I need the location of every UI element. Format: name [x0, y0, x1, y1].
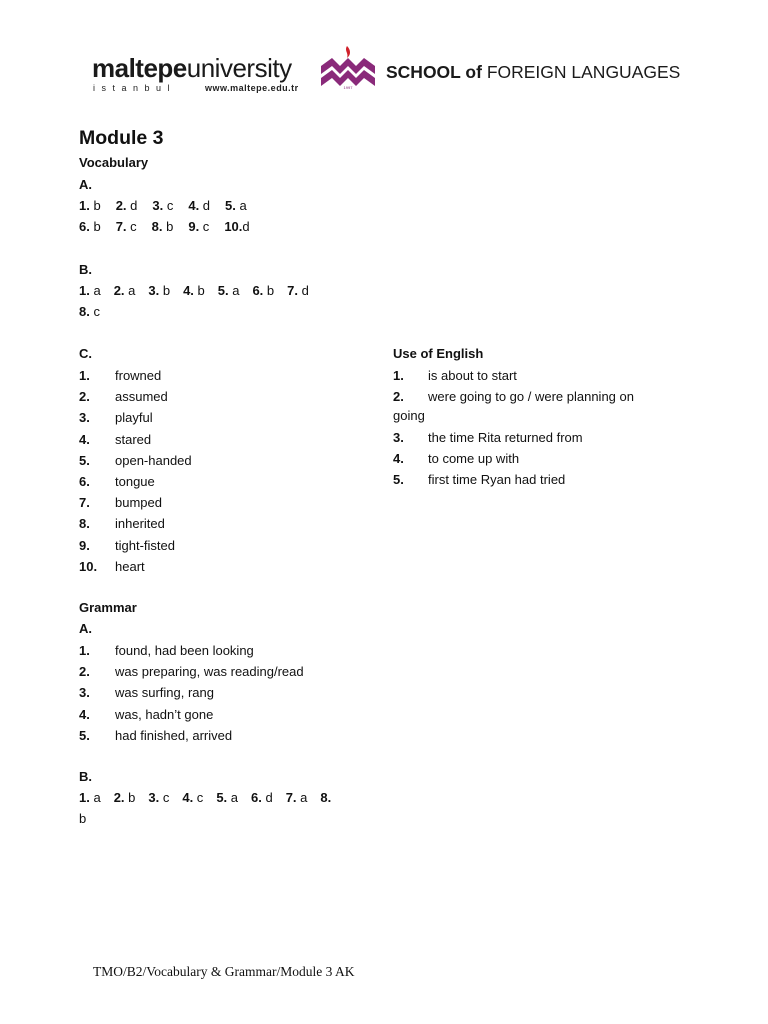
logo-light: university [186, 53, 292, 83]
answer-letter: a [227, 790, 238, 805]
answer-number: 10. [224, 219, 243, 234]
answer-item [148, 283, 170, 298]
vocab-b-row2 [79, 304, 100, 319]
answer-letter: b [159, 283, 171, 298]
answer-letter: d [126, 198, 138, 213]
answer-letter: b [124, 790, 136, 805]
grammar-a-item-text: had finished, arrived [115, 727, 233, 743]
grammar-a-item-text: was surfing, rang [115, 685, 214, 701]
answer-letter: c [89, 304, 100, 319]
answer-item [252, 283, 274, 298]
use-of-english-item-number: 2. [393, 389, 404, 405]
vocab-c-item-number: 9. [79, 537, 90, 553]
logo-city: istanbul [93, 83, 177, 93]
answer-number: 5. [217, 283, 229, 298]
use-of-english-item-number: 1. [393, 368, 404, 383]
vocab-b-row1 [79, 283, 309, 298]
answer-item [224, 219, 249, 234]
answer-item [116, 198, 138, 213]
vocab-c-item-text: inherited [115, 516, 165, 532]
answer-item [286, 790, 308, 805]
vocab-c-item-text: playful [115, 410, 153, 426]
answer-number: 7. [287, 283, 298, 298]
answer-item [287, 283, 309, 298]
answer-letter: d [261, 790, 273, 805]
answer-item [79, 219, 101, 234]
vocab-c-item-text: open-handed [115, 452, 192, 468]
logo-url: www.maltepe.edu.tr [205, 83, 299, 93]
answer-number: 4. [183, 283, 194, 298]
logo-bold: maltepe [92, 53, 187, 83]
vocabulary-heading: Vocabulary [79, 155, 149, 170]
answer-item [152, 198, 173, 213]
use-of-english-item-number: 4. [393, 450, 404, 466]
vocab-c-item-text: frowned [115, 368, 162, 383]
answer-number: 2. [115, 198, 127, 213]
answer-number: 4. [188, 198, 200, 213]
answer-number: 8. [320, 790, 332, 805]
use-of-english-item-text: to come up with [428, 450, 520, 466]
vocab-c-item-text: tongue [115, 474, 155, 489]
grammar-b-row2: b [79, 811, 87, 826]
answer-letter: b [89, 198, 101, 213]
vocab-c-item-number: 8. [79, 516, 90, 532]
page-title: Module 3 [79, 127, 164, 149]
answer-letter: c [126, 219, 137, 234]
vocab-b-label: B. [79, 262, 92, 277]
answer-item [114, 790, 136, 805]
grammar-a-item-number: 2. [79, 664, 90, 680]
vocab-c-item-number: 7. [79, 495, 90, 511]
vocab-a-label: A. [79, 177, 92, 192]
answer-number: 5. [216, 790, 228, 805]
use-of-english-item-text-continued: going [393, 408, 425, 424]
answer-item [114, 283, 136, 298]
use-of-english-heading: Use of English [393, 346, 484, 361]
answer-number: 8. [79, 304, 90, 319]
answer-letter: d [297, 283, 309, 298]
answer-letter: b [89, 219, 101, 234]
answer-number: 2. [113, 790, 125, 805]
answer-item [152, 219, 174, 234]
vocab-c-item-text: tight-fisted [115, 537, 175, 553]
answer-letter: b [193, 283, 205, 298]
vocab-c-item-text: heart [115, 558, 145, 574]
grammar-a-item-text: was preparing, was reading/read [115, 664, 304, 680]
answer-letter: b [162, 219, 174, 234]
answer-number: 9. [188, 219, 200, 234]
answer-item [116, 219, 137, 234]
answer-number: 5. [225, 198, 236, 213]
answer-number: 3. [148, 790, 160, 805]
answer-letter: a [235, 198, 247, 213]
answer-item [182, 790, 203, 805]
vocab-c-item-number: 3. [79, 410, 90, 426]
answer-number: 6. [252, 283, 264, 298]
answer-letter: a [296, 790, 308, 805]
grammar-heading: Grammar [79, 600, 137, 615]
grammar-a-item-number: 5. [79, 727, 90, 743]
vocab-a-row2 [79, 219, 250, 234]
answer-number: 6. [79, 219, 90, 234]
answer-item [79, 198, 101, 213]
answer-letter: c [193, 790, 204, 805]
vocab-c-item-text: assumed [115, 389, 168, 405]
answer-item [188, 198, 210, 213]
answer-letter: d [199, 198, 211, 213]
answer-number: 8. [151, 219, 163, 234]
answer-letter: a [89, 790, 101, 805]
use-of-english-item-number: 3. [393, 429, 404, 445]
grammar-b-label: B. [79, 769, 92, 784]
answer-number: 6. [251, 790, 262, 805]
school-name: SCHOOL of FOREIGN LANGUAGES [386, 62, 681, 82]
vocab-c-item-number: 6. [79, 474, 90, 489]
vocab-c-item-text: stared [115, 431, 152, 447]
vocab-c-item-number: 4. [79, 431, 90, 447]
answer-number: 1. [79, 283, 90, 298]
use-of-english-item-number: 5. [393, 472, 404, 487]
answer-letter: c [159, 790, 170, 805]
answer-letter: b [263, 283, 275, 298]
grammar-a-item-text: found, had been looking [115, 643, 254, 658]
answer-item [79, 790, 101, 805]
answer-number: 7. [115, 219, 127, 234]
answer-item [148, 790, 169, 805]
answer-letter: a [124, 283, 136, 298]
vocab-c-item-number: 5. [79, 452, 90, 468]
answer-number: 3. [152, 198, 164, 213]
answer-item [216, 790, 238, 805]
answer-number: 1. [79, 790, 90, 805]
answer-number: 7. [285, 790, 297, 805]
vocab-c-label: C. [79, 346, 92, 361]
university-logo-text [92, 52, 292, 84]
grammar-a-item-number: 3. [79, 685, 90, 701]
grammar-b-row1 [79, 790, 331, 805]
answer-item [188, 219, 209, 234]
vocab-c-item-number: 10. [79, 558, 98, 574]
answer-item [183, 283, 205, 298]
answer-number: 3. [148, 283, 160, 298]
grammar-a-item-text: was, hadn’t gone [115, 706, 214, 722]
answer-item [218, 283, 240, 298]
answer-item [79, 283, 101, 298]
grammar-a-item-number: 4. [79, 706, 90, 722]
emblem-year: 1997 [343, 85, 353, 90]
vocab-a-row1 [79, 198, 247, 213]
use-of-english-item-text: first time Ryan had tried [428, 472, 566, 487]
grammar-a-label: A. [79, 621, 92, 636]
answer-number: 1. [79, 198, 90, 213]
answer-letter: c [163, 198, 174, 213]
use-of-english-item-text: the time Rita returned from [428, 429, 583, 445]
answer-item [251, 790, 273, 805]
answer-letter: a [228, 283, 240, 298]
use-of-english-item-text: is about to start [428, 368, 517, 383]
vocab-c-item-number: 1. [79, 368, 90, 383]
answer-number: 2. [113, 283, 125, 298]
school-emblem-icon [318, 44, 378, 90]
answer-item [225, 198, 247, 213]
answer-number: 4. [182, 790, 194, 805]
use-of-english-item-text: were going to go / were planning on [428, 389, 634, 405]
answer-item [79, 304, 100, 319]
answer-letter: c [199, 219, 210, 234]
vocab-c-item-text: bumped [115, 495, 162, 511]
answer-letter: a [89, 283, 101, 298]
page-footer: TMO/B2/Vocabulary & Grammar/Module 3 AK [93, 964, 355, 979]
grammar-a-item-number: 1. [79, 643, 90, 658]
answer-item [320, 790, 331, 805]
vocab-c-item-number: 2. [79, 389, 90, 405]
answer-letter: d [242, 219, 250, 234]
